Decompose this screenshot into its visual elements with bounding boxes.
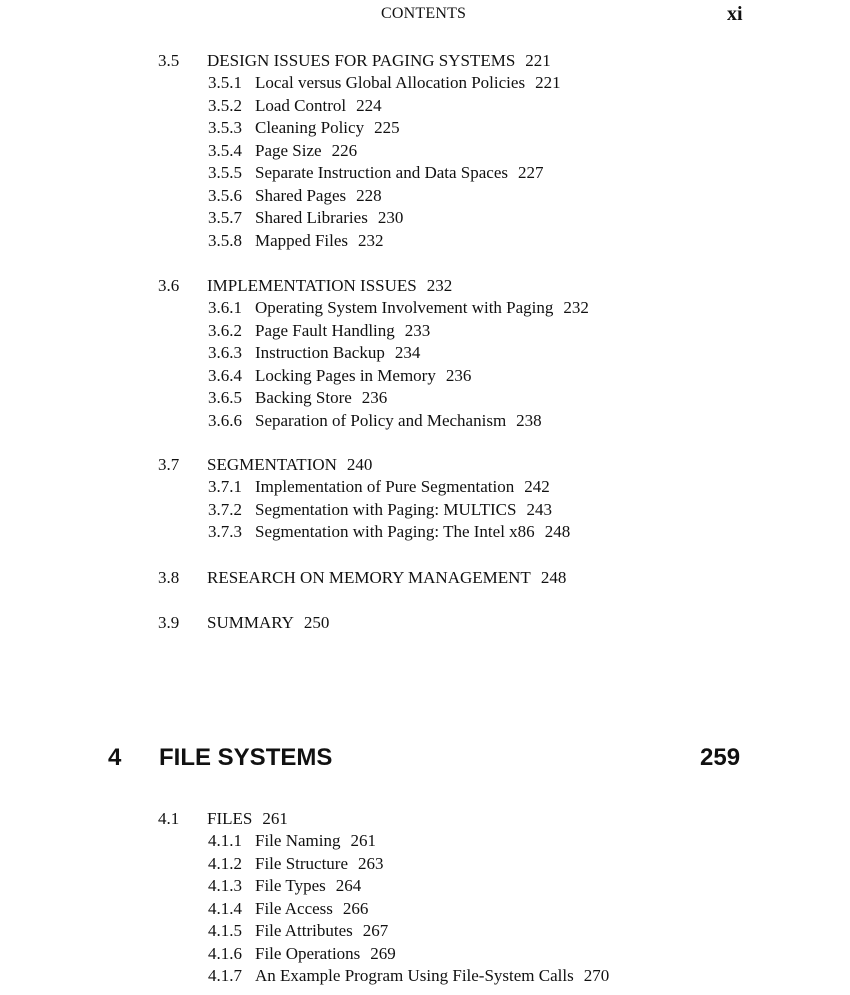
subsection-number: 3.7.1 — [208, 477, 242, 496]
subsection-number: 4.1.3 — [208, 876, 242, 895]
subsection-number: 3.6.5 — [208, 388, 242, 407]
subsection-title-text: Local versus Global Allocation Policies — [255, 73, 526, 92]
section-title-text: IMPLEMENTATION ISSUES — [207, 276, 417, 295]
page-number: xi — [727, 3, 743, 25]
subsection-title-text: Mapped Files — [255, 230, 349, 250]
subsection-title — [255, 298, 589, 318]
section-entry — [0, 51, 850, 73]
subsection-title — [255, 966, 609, 986]
subsection-page: 261 — [350, 831, 376, 850]
subsection-title — [255, 899, 368, 919]
subsection-entry — [0, 944, 850, 967]
section-number: 3.8 — [158, 568, 180, 587]
subsection-entry — [0, 208, 850, 231]
subsection-title-text: Shared Libraries — [255, 208, 368, 227]
subsection-title — [255, 477, 550, 497]
subsection-number: 3.6.6 — [208, 410, 242, 430]
subsection-page: 270 — [583, 966, 610, 985]
subsection-entry — [0, 163, 850, 186]
section-title-text: SUMMARY — [207, 613, 294, 632]
subsection-page: 226 — [331, 140, 358, 160]
subsection-title-text: Page Size — [255, 140, 322, 160]
subsection-title — [255, 186, 382, 206]
toc-section — [0, 809, 850, 989]
toc-section — [0, 276, 850, 433]
chapter-number: 4 — [108, 744, 122, 771]
section-title-text: FILES — [207, 809, 253, 828]
subsection-number: 4.1.5 — [208, 921, 242, 940]
subsection-number: 3.5.2 — [208, 95, 242, 115]
toc-section — [0, 455, 850, 545]
subsection-entry — [0, 186, 850, 209]
subsection-title — [255, 876, 361, 896]
toc-section — [0, 613, 850, 635]
section-number: 3.5 — [158, 51, 180, 70]
subsection-number: 3.5.5 — [208, 163, 242, 182]
subsection-title-text: Separate Instruction and Data Spaces — [255, 163, 509, 182]
subsection-number: 3.6.3 — [208, 343, 242, 362]
subsection-title-text: File Operations — [255, 943, 361, 963]
subsection-entry — [0, 500, 850, 523]
subsection-entry — [0, 73, 850, 96]
subsection-page: 221 — [535, 73, 561, 92]
section-page: 250 — [303, 613, 330, 632]
section-page: 240 — [346, 455, 373, 474]
subsection-number: 3.5.7 — [208, 208, 242, 227]
subsection-entry — [0, 141, 850, 164]
subsection-page: 230 — [377, 208, 404, 227]
subsection-title-text: File Types — [255, 876, 326, 895]
subsection-title — [255, 388, 387, 408]
subsection-title — [255, 141, 357, 161]
section-page: 221 — [525, 51, 551, 70]
subsection-page: 227 — [518, 163, 544, 182]
subsection-entry — [0, 118, 850, 141]
subsection-title — [255, 96, 382, 116]
subsection-number: 3.7.2 — [208, 499, 242, 519]
subsection-title-text: Page Fault Handling — [255, 320, 395, 340]
subsection-entry — [0, 876, 850, 899]
subsection-title — [255, 366, 471, 386]
subsection-title-text: Load Control — [255, 95, 347, 115]
subsection-title-text: Instruction Backup — [255, 343, 385, 362]
section-number: 3.9 — [158, 613, 180, 632]
subsection-page: 233 — [404, 320, 431, 340]
subsection-entry — [0, 298, 850, 321]
subsection-title-text: Segmentation with Paging: MULTICS — [255, 499, 517, 519]
subsection-number: 4.1.4 — [208, 898, 242, 918]
subsection-number: 3.6.2 — [208, 320, 242, 340]
subsection-page: 269 — [370, 943, 396, 963]
section-number: 3.6 — [158, 276, 180, 295]
subsection-entry — [0, 321, 850, 344]
subsection-entry — [0, 411, 850, 434]
section-title-text: RESEARCH ON MEMORY MANAGEMENT — [207, 568, 531, 587]
subsection-page: 243 — [526, 499, 552, 519]
section-title — [207, 51, 551, 71]
subsection-page: 264 — [335, 876, 362, 895]
subsection-entry — [0, 899, 850, 922]
subsection-page: 236 — [361, 388, 388, 407]
subsection-title — [255, 500, 552, 520]
subsection-title-text: Segmentation with Paging: The Intel x86 — [255, 522, 535, 541]
section-title — [207, 613, 329, 633]
section-entry — [0, 809, 850, 831]
subsection-entry — [0, 966, 850, 989]
subsection-page: 267 — [362, 921, 389, 940]
subsection-number: 3.5.6 — [208, 185, 242, 205]
subsection-title-text: Backing Store — [255, 388, 352, 407]
subsection-entry — [0, 831, 850, 854]
subsection-page: 236 — [445, 365, 472, 385]
section-title — [207, 276, 452, 296]
subsection-title-text: File Structure — [255, 853, 349, 873]
section-page: 261 — [262, 809, 288, 828]
toc-section — [0, 51, 850, 253]
subsection-number: 3.6.1 — [208, 298, 242, 317]
subsection-title — [255, 343, 420, 363]
subsection-title-text: File Naming — [255, 831, 341, 850]
section-entry — [0, 276, 850, 298]
section-title-text: DESIGN ISSUES FOR PAGING SYSTEMS — [207, 51, 516, 70]
subsection-title-text: Operating System Involvement with Paging — [255, 298, 554, 317]
section-number: 4.1 — [158, 809, 180, 828]
section-page: 232 — [426, 276, 453, 295]
subsection-title — [255, 944, 396, 964]
subsection-entry — [0, 96, 850, 119]
section-title — [207, 568, 566, 588]
subsection-page: 228 — [356, 185, 382, 205]
subsection-entry — [0, 388, 850, 411]
subsection-page: 232 — [358, 230, 384, 250]
chapter-title: FILE SYSTEMS — [159, 744, 333, 771]
subsection-entry — [0, 231, 850, 254]
subsection-page: 248 — [544, 522, 571, 541]
subsection-entry — [0, 854, 850, 877]
subsection-number: 4.1.6 — [208, 943, 242, 963]
subsection-title-text: Locking Pages in Memory — [255, 365, 436, 385]
subsection-title — [255, 163, 544, 183]
subsection-title-text: Implementation of Pure Segmentation — [255, 477, 515, 496]
subsection-title-text: File Access — [255, 898, 333, 918]
subsection-title — [255, 411, 542, 431]
subsection-title — [255, 831, 376, 851]
section-entry — [0, 455, 850, 477]
subsection-title-text: Separation of Policy and Mechanism — [255, 410, 507, 430]
subsection-entry — [0, 366, 850, 389]
subsection-number: 4.1.2 — [208, 853, 242, 873]
subsection-title-text: File Attributes — [255, 921, 353, 940]
subsection-number: 3.5.1 — [208, 73, 242, 92]
subsection-title-text: Cleaning Policy — [255, 118, 365, 137]
subsection-title — [255, 854, 384, 874]
section-number: 3.7 — [158, 455, 180, 474]
subsection-title — [255, 321, 430, 341]
subsection-number: 3.7.3 — [208, 522, 242, 541]
subsection-page: 232 — [563, 298, 589, 317]
subsection-title-text: An Example Program Using File-System Calls — [255, 966, 574, 985]
subsection-number: 4.1.7 — [208, 966, 242, 985]
section-entry — [0, 613, 850, 635]
section-title — [207, 809, 288, 829]
section-title — [207, 455, 372, 475]
section-title-text: SEGMENTATION — [207, 455, 337, 474]
subsection-title — [255, 522, 570, 542]
subsection-number: 3.5.3 — [208, 118, 242, 137]
subsection-title — [255, 231, 384, 251]
subsection-entry — [0, 522, 850, 545]
subsection-title — [255, 118, 400, 138]
subsection-number: 3.6.4 — [208, 365, 242, 385]
subsection-page: 234 — [394, 343, 421, 362]
subsection-entry — [0, 343, 850, 366]
running-head: CONTENTS — [381, 5, 467, 22]
subsection-number: 3.5.4 — [208, 140, 242, 160]
subsection-page: 263 — [358, 853, 384, 873]
section-page: 248 — [540, 568, 567, 587]
toc-section — [0, 568, 850, 590]
subsection-title — [255, 921, 388, 941]
subsection-title-text: Shared Pages — [255, 185, 347, 205]
subsection-number: 3.5.8 — [208, 230, 242, 250]
subsection-title — [255, 208, 403, 228]
chapter-page: 259 — [700, 744, 741, 771]
subsection-page: 242 — [524, 477, 550, 496]
page-header — [0, 5, 850, 29]
subsection-title — [255, 73, 561, 93]
subsection-number: 4.1.1 — [208, 831, 242, 850]
subsection-page: 225 — [374, 118, 400, 137]
section-entry — [0, 568, 850, 590]
subsection-page: 266 — [342, 898, 369, 918]
subsection-entry — [0, 921, 850, 944]
subsection-page: 224 — [356, 95, 382, 115]
subsection-entry — [0, 477, 850, 500]
subsection-page: 238 — [516, 410, 542, 430]
chapter-heading — [0, 744, 850, 778]
